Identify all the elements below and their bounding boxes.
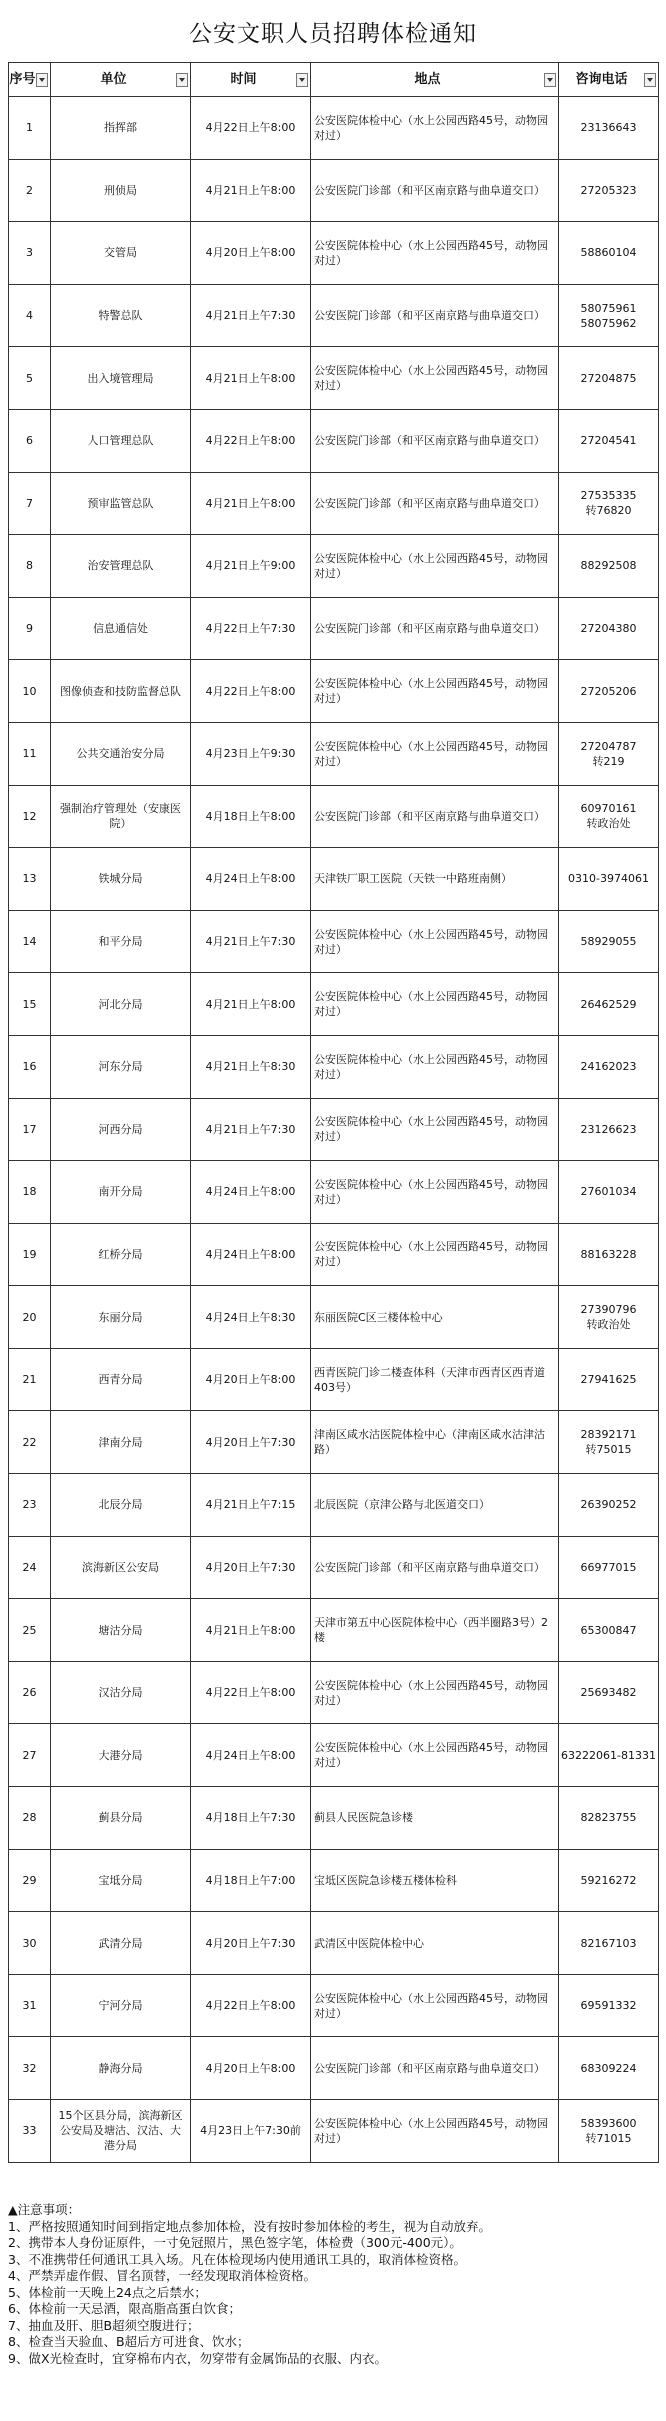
table-header-row bbox=[9, 63, 659, 97]
cell-no: 13 bbox=[9, 848, 51, 911]
cell-unit: 图像侦查和技防监督总队 bbox=[51, 660, 191, 723]
note-item: 1、严格按照通知时间到指定地点参加体检，没有按时参加体检的考生，视为自动放弃。 bbox=[8, 2218, 491, 2234]
cell-no: 33 bbox=[9, 2100, 51, 2163]
cell-no: 4 bbox=[9, 284, 51, 347]
table-row bbox=[9, 284, 659, 347]
cell-phone: 25693482 bbox=[559, 1661, 659, 1724]
cell-location: 西青医院门诊二楼查体科（天津市西青区西青道403号） bbox=[311, 1348, 559, 1411]
table-row bbox=[9, 1161, 659, 1224]
cell-no: 16 bbox=[9, 1035, 51, 1098]
cell-phone: 88292508 bbox=[559, 535, 659, 598]
cell-phone: 27390796 转政治处 bbox=[559, 1286, 659, 1349]
note-item: 7、抽血及肝、胆B超须空腹进行； bbox=[8, 2317, 200, 2333]
table-row bbox=[9, 597, 659, 660]
cell-phone: 82167103 bbox=[559, 1912, 659, 1975]
cell-unit: 汉沽分局 bbox=[51, 1661, 191, 1724]
cell-time: 4月21日上午7:30 bbox=[191, 284, 311, 347]
cell-phone: 26390252 bbox=[559, 1474, 659, 1537]
cell-location: 公安医院门诊部（和平区南京路与曲阜道交口） bbox=[311, 284, 559, 347]
table-row bbox=[9, 1348, 659, 1411]
exam-schedule-table bbox=[8, 62, 659, 2163]
cell-time: 4月22日上午8:00 bbox=[191, 1974, 311, 2037]
cell-phone: 58929055 bbox=[559, 910, 659, 973]
cell-phone: 58075961 58075962 bbox=[559, 284, 659, 347]
cell-location: 武清区中医院体检中心 bbox=[311, 1912, 559, 1975]
table-row bbox=[9, 222, 659, 285]
table-row bbox=[9, 1223, 659, 1286]
cell-phone: 24162023 bbox=[559, 1035, 659, 1098]
cell-unit: 指挥部 bbox=[51, 97, 191, 160]
cell-phone: 58393600 转71015 bbox=[559, 2100, 659, 2163]
cell-no: 10 bbox=[9, 660, 51, 723]
cell-unit: 15个区县分局，滨海新区公安局及塘沽、汉沽、大港分局 bbox=[51, 2100, 191, 2163]
cell-location: 公安医院体检中心（水上公园西路45号，动物园对过） bbox=[311, 1223, 559, 1286]
cell-phone: 88163228 bbox=[559, 1223, 659, 1286]
cell-time: 4月24日上午8:00 bbox=[191, 1161, 311, 1224]
cell-no: 24 bbox=[9, 1536, 51, 1599]
cell-phone: 69591332 bbox=[559, 1974, 659, 2037]
cell-unit: 和平分局 bbox=[51, 910, 191, 973]
cell-no: 8 bbox=[9, 535, 51, 598]
cell-unit: 蓟县分局 bbox=[51, 1787, 191, 1850]
cell-time: 4月24日上午8:00 bbox=[191, 1223, 311, 1286]
cell-time: 4月21日上午8:30 bbox=[191, 1035, 311, 1098]
note-item: 9、做X光检查时，宜穿棉布内衣，勿穿带有金属饰品的衣服、内衣。 bbox=[8, 2350, 388, 2366]
cell-time: 4月18日上午7:30 bbox=[191, 1787, 311, 1850]
cell-time: 4月18日上午8:00 bbox=[191, 785, 311, 848]
cell-unit: 预审监管总队 bbox=[51, 472, 191, 535]
cell-phone: 27941625 bbox=[559, 1348, 659, 1411]
cell-no: 20 bbox=[9, 1286, 51, 1349]
page-title: 公安文职人员招聘体检通知 bbox=[189, 20, 477, 47]
cell-location: 公安医院体检中心（水上公园西路45号，动物园对过） bbox=[311, 660, 559, 723]
cell-no: 15 bbox=[9, 973, 51, 1036]
cell-phone: 28392171 转75015 bbox=[559, 1411, 659, 1474]
cell-location: 公安医院门诊部（和平区南京路与曲阜道交口） bbox=[311, 1536, 559, 1599]
cell-unit: 津南分局 bbox=[51, 1411, 191, 1474]
cell-unit: 南开分局 bbox=[51, 1161, 191, 1224]
cell-time: 4月21日上午8:00 bbox=[191, 973, 311, 1036]
cell-phone: 65300847 bbox=[559, 1599, 659, 1662]
filter-dropdown-icon[interactable] bbox=[36, 73, 48, 87]
cell-time: 4月22日上午7:30 bbox=[191, 597, 311, 660]
notes-heading: ▲注意事项： bbox=[8, 2202, 81, 2217]
cell-unit: 刑侦局 bbox=[51, 159, 191, 222]
cell-location: 公安医院门诊部（和平区南京路与曲阜道交口） bbox=[311, 2037, 559, 2100]
cell-no: 6 bbox=[9, 409, 51, 472]
note-item: 3、不准携带任何通讯工具入场。凡在体检现场内使用通讯工具的，取消体检资格。 bbox=[8, 2251, 466, 2267]
cell-time: 4月20日上午8:00 bbox=[191, 222, 311, 285]
table-row bbox=[9, 97, 659, 160]
cell-location: 公安医院门诊部（和平区南京路与曲阜道交口） bbox=[311, 409, 559, 472]
cell-phone: 27204380 bbox=[559, 597, 659, 660]
cell-unit: 特警总队 bbox=[51, 284, 191, 347]
cell-no: 2 bbox=[9, 159, 51, 222]
cell-location: 北辰医院（京津公路与北医道交口） bbox=[311, 1474, 559, 1537]
cell-unit: 红桥分局 bbox=[51, 1223, 191, 1286]
cell-unit: 河东分局 bbox=[51, 1035, 191, 1098]
table-row bbox=[9, 347, 659, 410]
header-phone-label: 咨询电话 bbox=[575, 72, 628, 87]
cell-unit: 宁河分局 bbox=[51, 1974, 191, 2037]
cell-time: 4月21日上午9:00 bbox=[191, 535, 311, 598]
cell-phone: 0310-3974061 bbox=[559, 848, 659, 911]
header-unit bbox=[51, 63, 191, 97]
cell-phone: 23126623 bbox=[559, 1098, 659, 1161]
table-row bbox=[9, 1787, 659, 1850]
cell-location: 公安医院门诊部（和平区南京路与曲阜道交口） bbox=[311, 472, 559, 535]
cell-unit: 西青分局 bbox=[51, 1348, 191, 1411]
cell-no: 5 bbox=[9, 347, 51, 410]
cell-phone: 66977015 bbox=[559, 1536, 659, 1599]
cell-time: 4月22日上午8:00 bbox=[191, 409, 311, 472]
table-row bbox=[9, 409, 659, 472]
cell-time: 4月24日上午8:30 bbox=[191, 1286, 311, 1349]
cell-location: 公安医院体检中心（水上公园西路45号，动物园对过） bbox=[311, 1724, 559, 1787]
cell-location: 公安医院体检中心（水上公园西路45号，动物园对过） bbox=[311, 1035, 559, 1098]
cell-unit: 河西分局 bbox=[51, 1098, 191, 1161]
cell-no: 27 bbox=[9, 1724, 51, 1787]
filter-dropdown-icon[interactable] bbox=[644, 73, 656, 87]
cell-no: 31 bbox=[9, 1974, 51, 2037]
cell-time: 4月21日上午8:00 bbox=[191, 159, 311, 222]
cell-location: 公安医院体检中心（水上公园西路45号，动物园对过） bbox=[311, 535, 559, 598]
cell-phone: 27535335 转76820 bbox=[559, 472, 659, 535]
cell-no: 29 bbox=[9, 1849, 51, 1912]
cell-no: 11 bbox=[9, 722, 51, 785]
cell-no: 14 bbox=[9, 910, 51, 973]
note-item: 8、检查当天验血、B超后方可进食、饮水； bbox=[8, 2334, 250, 2349]
cell-location: 宝坻区医院急诊楼五楼体检科 bbox=[311, 1849, 559, 1912]
notes-list bbox=[8, 2219, 658, 2368]
table-row bbox=[9, 1724, 659, 1787]
table-row bbox=[9, 1474, 659, 1537]
cell-no: 32 bbox=[9, 2037, 51, 2100]
table-row bbox=[9, 1974, 659, 2037]
cell-location: 公安医院体检中心（水上公园西路45号，动物园对过） bbox=[311, 97, 559, 160]
cell-location: 公安医院体检中心（水上公园西路45号，动物园对过） bbox=[311, 1161, 559, 1224]
cell-time: 4月22日上午8:00 bbox=[191, 1661, 311, 1724]
cell-phone: 59216272 bbox=[559, 1849, 659, 1912]
filter-dropdown-icon[interactable] bbox=[544, 73, 556, 87]
cell-time: 4月23日上午7:30前 bbox=[191, 2100, 311, 2163]
cell-location: 东丽医院C区三楼体检中心 bbox=[311, 1286, 559, 1349]
table-row bbox=[9, 973, 659, 1036]
cell-unit: 强制治疗管理处（安康医院） bbox=[51, 785, 191, 848]
cell-location: 公安医院体检中心（水上公园西路45号，动物园对过） bbox=[311, 910, 559, 973]
cell-no: 28 bbox=[9, 1787, 51, 1850]
cell-unit: 人口管理总队 bbox=[51, 409, 191, 472]
cell-unit: 铁城分局 bbox=[51, 848, 191, 911]
cell-no: 30 bbox=[9, 1912, 51, 1975]
table-row bbox=[9, 472, 659, 535]
table-row bbox=[9, 1536, 659, 1599]
cell-time: 4月22日上午8:00 bbox=[191, 97, 311, 160]
cell-phone: 60970161 转政治处 bbox=[559, 785, 659, 848]
cell-phone: 27204541 bbox=[559, 409, 659, 472]
table-row bbox=[9, 1286, 659, 1349]
cell-time: 4月21日上午7:30 bbox=[191, 1098, 311, 1161]
cell-phone: 27204787 转219 bbox=[559, 722, 659, 785]
cell-phone: 27205323 bbox=[559, 159, 659, 222]
cell-no: 25 bbox=[9, 1599, 51, 1662]
cell-unit: 出入境管理局 bbox=[51, 347, 191, 410]
table-row bbox=[9, 1411, 659, 1474]
table-row bbox=[9, 1035, 659, 1098]
cell-phone: 68309224 bbox=[559, 2037, 659, 2100]
cell-time: 4月20日上午7:30 bbox=[191, 1536, 311, 1599]
table-row bbox=[9, 785, 659, 848]
header-location bbox=[311, 63, 559, 97]
table-row bbox=[9, 848, 659, 911]
table-row bbox=[9, 1849, 659, 1912]
header-phone bbox=[559, 63, 659, 97]
cell-location: 天津市第五中心医院体检中心（西半圈路3号）2楼 bbox=[311, 1599, 559, 1662]
cell-unit: 河北分局 bbox=[51, 973, 191, 1036]
cell-unit: 东丽分局 bbox=[51, 1286, 191, 1349]
cell-location: 蓟县人民医院急诊楼 bbox=[311, 1787, 559, 1850]
cell-unit: 公共交通治安分局 bbox=[51, 722, 191, 785]
table-row bbox=[9, 1098, 659, 1161]
cell-no: 19 bbox=[9, 1223, 51, 1286]
cell-unit: 交管局 bbox=[51, 222, 191, 285]
cell-unit: 滨海新区公安局 bbox=[51, 1536, 191, 1599]
cell-unit: 塘沽分局 bbox=[51, 1599, 191, 1662]
cell-no: 9 bbox=[9, 597, 51, 660]
cell-unit: 静海分局 bbox=[51, 2037, 191, 2100]
note-item: 2、携带本人身份证原件，一寸免冠照片，黑色签字笔，体检费（300元-400元）。 bbox=[8, 2235, 462, 2250]
cell-location: 津南区咸水沽医院体检中心（津南区咸水沽津沽路） bbox=[311, 1411, 559, 1474]
cell-time: 4月20日上午8:00 bbox=[191, 2037, 311, 2100]
cell-time: 4月18日上午7:00 bbox=[191, 1849, 311, 1912]
cell-location: 公安医院体检中心（水上公园西路45号，动物园对过） bbox=[311, 722, 559, 785]
cell-phone: 82823755 bbox=[559, 1787, 659, 1850]
cell-no: 26 bbox=[9, 1661, 51, 1724]
cell-location: 公安医院门诊部（和平区南京路与曲阜道交口） bbox=[311, 159, 559, 222]
cell-no: 17 bbox=[9, 1098, 51, 1161]
cell-location: 公安医院体检中心（水上公园西路45号，动物园对过） bbox=[311, 1661, 559, 1724]
table-row bbox=[9, 1912, 659, 1975]
cell-phone: 27601034 bbox=[559, 1161, 659, 1224]
cell-unit: 北辰分局 bbox=[51, 1474, 191, 1537]
cell-location: 公安医院体检中心（水上公园西路45号，动物园对过） bbox=[311, 2100, 559, 2163]
table-row bbox=[9, 2100, 659, 2163]
cell-phone: 27205206 bbox=[559, 660, 659, 723]
cell-no: 21 bbox=[9, 1348, 51, 1411]
cell-no: 3 bbox=[9, 222, 51, 285]
cell-time: 4月21日上午8:00 bbox=[191, 472, 311, 535]
cell-no: 18 bbox=[9, 1161, 51, 1224]
table-row bbox=[9, 910, 659, 973]
cell-unit: 治安管理总队 bbox=[51, 535, 191, 598]
header-time bbox=[191, 63, 311, 97]
table-row bbox=[9, 722, 659, 785]
note-item: 5、体检前一天晚上24点之后禁水； bbox=[8, 2284, 207, 2300]
cell-phone: 58860104 bbox=[559, 222, 659, 285]
cell-unit: 宝坻分局 bbox=[51, 1849, 191, 1912]
cell-location: 公安医院体检中心（水上公园西路45号，动物园对过） bbox=[311, 973, 559, 1036]
table-row bbox=[9, 1599, 659, 1662]
header-location-label: 地点 bbox=[414, 72, 441, 87]
cell-unit: 武清分局 bbox=[51, 1912, 191, 1975]
cell-time: 4月22日上午8:00 bbox=[191, 660, 311, 723]
cell-no: 1 bbox=[9, 97, 51, 160]
table-row bbox=[9, 660, 659, 723]
cell-time: 4月21日上午7:15 bbox=[191, 1474, 311, 1537]
cell-time: 4月24日上午8:00 bbox=[191, 1724, 311, 1787]
cell-no: 22 bbox=[9, 1411, 51, 1474]
cell-phone: 26462529 bbox=[559, 973, 659, 1036]
cell-location: 公安医院门诊部（和平区南京路与曲阜道交口） bbox=[311, 597, 559, 660]
table-row bbox=[9, 1661, 659, 1724]
note-item: 4、严禁弄虚作假、冒名顶替，一经发现取消体检资格。 bbox=[8, 2268, 316, 2283]
cell-time: 4月24日上午8:00 bbox=[191, 848, 311, 911]
header-time-label: 时间 bbox=[230, 72, 257, 87]
table-body bbox=[9, 97, 659, 2163]
cell-time: 4月20日上午7:30 bbox=[191, 1912, 311, 1975]
cell-no: 7 bbox=[9, 472, 51, 535]
cell-time: 4月20日上午7:30 bbox=[191, 1411, 311, 1474]
cell-no: 23 bbox=[9, 1474, 51, 1537]
cell-location: 天津铁厂职工医院（天铁一中路班南侧） bbox=[311, 848, 559, 911]
cell-time: 4月21日上午7:30 bbox=[191, 910, 311, 973]
table-row bbox=[9, 159, 659, 222]
cell-unit: 大港分局 bbox=[51, 1724, 191, 1787]
note-item: 6、体检前一天忌酒，限高脂高蛋白饮食； bbox=[8, 2301, 241, 2316]
header-unit-label: 单位 bbox=[100, 72, 127, 87]
cell-time: 4月21日上午8:00 bbox=[191, 1599, 311, 1662]
cell-time: 4月23日上午9:30 bbox=[191, 722, 311, 785]
header-no bbox=[9, 63, 51, 97]
header-no-label: 序号 bbox=[9, 72, 36, 87]
cell-location: 公安医院体检中心（水上公园西路45号，动物园对过） bbox=[311, 1974, 559, 2037]
cell-location: 公安医院体检中心（水上公园西路45号，动物园对过） bbox=[311, 1098, 559, 1161]
cell-phone: 63222061-81331 bbox=[559, 1724, 659, 1787]
cell-location: 公安医院门诊部（和平区南京路与曲阜道交口） bbox=[311, 785, 559, 848]
cell-phone: 27204875 bbox=[559, 347, 659, 410]
filter-dropdown-icon[interactable] bbox=[176, 73, 188, 87]
cell-unit: 信息通信处 bbox=[51, 597, 191, 660]
cell-time: 4月20日上午8:00 bbox=[191, 1348, 311, 1411]
cell-time: 4月21日上午8:00 bbox=[191, 347, 311, 410]
cell-location: 公安医院体检中心（水上公园西路45号，动物园对过） bbox=[311, 347, 559, 410]
table-row bbox=[9, 2037, 659, 2100]
cell-location: 公安医院体检中心（水上公园西路45号，动物园对过） bbox=[311, 222, 559, 285]
table-row bbox=[9, 535, 659, 598]
notes-section bbox=[8, 2202, 658, 2367]
cell-no: 12 bbox=[9, 785, 51, 848]
filter-dropdown-icon[interactable] bbox=[296, 73, 308, 87]
cell-phone: 23136643 bbox=[559, 97, 659, 160]
